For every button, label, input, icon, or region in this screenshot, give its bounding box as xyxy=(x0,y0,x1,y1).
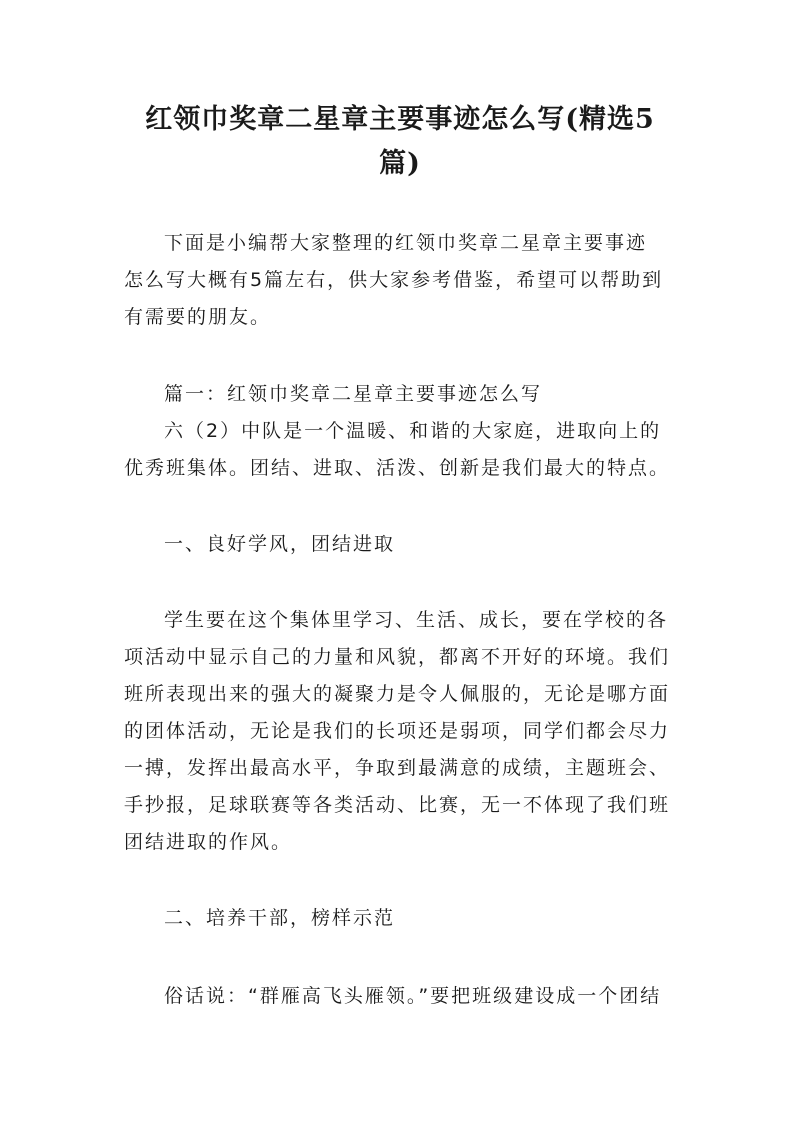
document-title xyxy=(100,98,700,186)
heading-2: 二、培养干部，榜样示范 xyxy=(164,907,396,929)
body1-line-6: 手抄报，足球联赛等各类活动、比赛，无一不体现了我们班 xyxy=(124,794,671,816)
body1-line-5: 一搏，发挥出最高水平，争取到最满意的成绩，主题班会、 xyxy=(124,757,671,779)
section1-heading: 篇一：红领巾奖章二星章主要事迹怎么写 xyxy=(164,383,543,405)
intro-paragraph xyxy=(124,225,684,336)
section1-line-2: 优秀班集体。团结、进取、活泼、创新是我们最大的特点。 xyxy=(124,457,671,479)
body1-line-3: 班所表现出来的强大的凝聚力是令人佩服的，无论是哪方面 xyxy=(124,683,671,705)
body1-line-7: 团结进取的作风。 xyxy=(124,831,293,853)
title-line-1: 红领巾奖章二星章主要事迹怎么写(精选5 xyxy=(145,104,655,135)
heading-2-block xyxy=(124,900,684,937)
section1-line-1: 六（2）中队是一个温暖、和谐的大家庭，进取向上的 xyxy=(164,420,662,442)
body1-paragraph xyxy=(124,602,684,861)
body1-line-2: 项活动中显示自己的力量和风貌，都离不开好的环境。我们 xyxy=(124,646,671,668)
intro-line-3: 有需要的朋友。 xyxy=(124,306,272,328)
body2-line-1: 俗话说：“群雁高飞头雁领。”要把班级建设成一个团结 xyxy=(164,985,662,1007)
title-line-2: 篇) xyxy=(379,148,421,179)
heading-1: 一、良好学风，团结进取 xyxy=(164,533,396,555)
body2-paragraph xyxy=(124,978,684,1015)
intro-line-1: 下面是小编帮大家整理的红领巾奖章二星章主要事迹 xyxy=(164,232,648,254)
section1-block xyxy=(124,376,684,487)
heading-1-block xyxy=(124,526,684,563)
intro-line-2: 怎么写大概有5篇左右，供大家参考借鉴，希望可以帮助到 xyxy=(124,269,664,291)
body1-line-1: 学生要在这个集体里学习、生活、成长，要在学校的各 xyxy=(164,609,669,631)
body1-line-4: 的团体活动，无论是我们的长项还是弱项，同学们都会尽力 xyxy=(124,720,671,742)
